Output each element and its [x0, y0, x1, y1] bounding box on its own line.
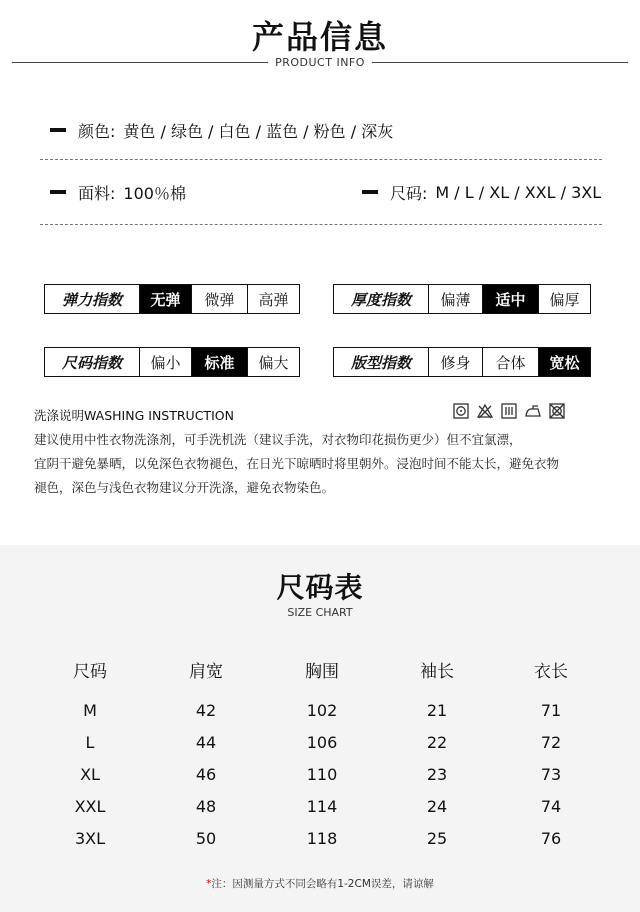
material-row — [50, 178, 186, 206]
no-dry-clean-icon — [548, 402, 566, 420]
table-cell: 25 — [426, 828, 448, 848]
table-cell: 44 — [195, 732, 217, 752]
table-row — [30, 822, 610, 854]
index-label: 弹力指数 — [61, 290, 122, 309]
color-row — [50, 116, 393, 144]
color-value: 黄色 / 绿色 / 白色 / 蓝色 / 粉色 / 深灰 — [123, 121, 394, 141]
size-value: M / L / XL / XXL / 3XL — [435, 182, 602, 202]
index-option: 适中 — [482, 285, 538, 313]
table-header-cell: 袖长 — [420, 661, 454, 682]
page-subtitle-row — [12, 56, 628, 70]
table-cell: 48 — [195, 796, 217, 816]
index-option: 偏厚 — [538, 285, 590, 313]
table-cell: 50 — [195, 828, 217, 848]
no-bleach-icon — [476, 402, 494, 420]
table-cell: 24 — [426, 796, 448, 816]
table-cell: 114 — [306, 796, 338, 816]
table-cell: 42 — [195, 700, 217, 720]
washing-title: 洗涤说明WASHING INSTRUCTION — [34, 408, 234, 423]
material-label: 面料: — [78, 183, 116, 203]
note-text: 注：因测量方式不同会略有1-2CM误差，请谅解 — [211, 878, 434, 890]
dashed-divider — [40, 224, 602, 225]
index-label: 尺码指数 — [61, 353, 122, 372]
index-option: 标准 — [191, 348, 247, 376]
table-cell: 46 — [195, 764, 217, 784]
washing-line: 建议使用中性衣物洗涤剂，可手洗机洗（建议手洗，对衣物印花损伤更少）但不宜氯漂， — [34, 432, 522, 447]
table-cell: 22 — [426, 732, 448, 752]
table-header-cell: 尺码 — [73, 661, 107, 682]
index-label: 版型指数 — [350, 353, 411, 372]
index-option: 偏小 — [139, 348, 191, 376]
index-option: 修身 — [428, 348, 482, 376]
washing-text — [34, 428, 614, 500]
size-table — [30, 652, 610, 854]
table-row — [30, 694, 610, 726]
table-cell: 71 — [540, 700, 562, 720]
table-cell: XXL — [74, 796, 106, 816]
bullet-dash — [50, 128, 66, 132]
table-cell: 118 — [306, 828, 338, 848]
table-header-row — [30, 652, 610, 686]
table-cell: 76 — [540, 828, 562, 848]
material-value: 100％棉 — [123, 183, 186, 203]
washing-line: 褪色，深色与浅色衣物建议分开洗涤，避免衣物染色。 — [34, 480, 335, 495]
thickness-index — [333, 284, 591, 314]
page-title: 产品信息 — [251, 18, 388, 56]
table-cell: XL — [80, 764, 100, 784]
table-cell: 23 — [426, 764, 448, 784]
table-header-cell: 肩宽 — [189, 661, 223, 682]
tumble-dry-icon — [452, 402, 470, 420]
size-note — [0, 876, 640, 891]
table-cell: 102 — [306, 700, 338, 720]
index-option: 无弹 — [139, 285, 191, 313]
index-label: 厚度指数 — [350, 290, 411, 309]
index-option: 高弹 — [247, 285, 299, 313]
index-option: 宽松 — [538, 348, 590, 376]
index-option: 偏大 — [247, 348, 299, 376]
table-header-cell: 衣长 — [534, 661, 568, 682]
table-cell: 74 — [540, 796, 562, 816]
table-cell: M — [83, 700, 97, 720]
index-option: 微弹 — [191, 285, 247, 313]
size-chart-subtitle: SIZE CHART — [287, 606, 353, 619]
washing-line: 宜阴干避免暴晒，以免深色衣物褪色，在日光下晾晒时将里朝外。浸泡时间不能太长，避免衣物 — [34, 456, 560, 471]
size-row — [362, 178, 601, 206]
table-cell: 106 — [306, 732, 338, 752]
table-header-cell: 胸围 — [305, 661, 339, 682]
table-cell: 21 — [426, 700, 448, 720]
dashed-divider — [40, 159, 602, 160]
bullet-dash — [50, 190, 66, 194]
size-chart-title: 尺码表 — [276, 571, 364, 604]
table-row — [30, 790, 610, 822]
table-row — [30, 758, 610, 790]
elasticity-index — [44, 284, 300, 314]
table-cell: 110 — [306, 764, 338, 784]
washing-icons — [452, 402, 566, 420]
note-star: * — [206, 878, 212, 890]
divider-right — [372, 62, 628, 63]
drip-dry-icon — [500, 402, 518, 420]
table-cell: L — [85, 732, 95, 752]
size-index — [44, 347, 300, 377]
index-option: 合体 — [482, 348, 538, 376]
index-option: 偏薄 — [428, 285, 482, 313]
size-label: 尺码: — [390, 183, 428, 203]
color-label: 颜色: — [78, 121, 116, 141]
iron-icon — [524, 402, 542, 420]
table-cell: 72 — [540, 732, 562, 752]
table-cell: 73 — [540, 764, 562, 784]
page-subtitle: PRODUCT INFO — [275, 56, 365, 69]
table-row — [30, 726, 610, 758]
fit-index — [333, 347, 591, 377]
table-cell: 3XL — [74, 828, 106, 848]
bullet-dash — [362, 190, 378, 194]
